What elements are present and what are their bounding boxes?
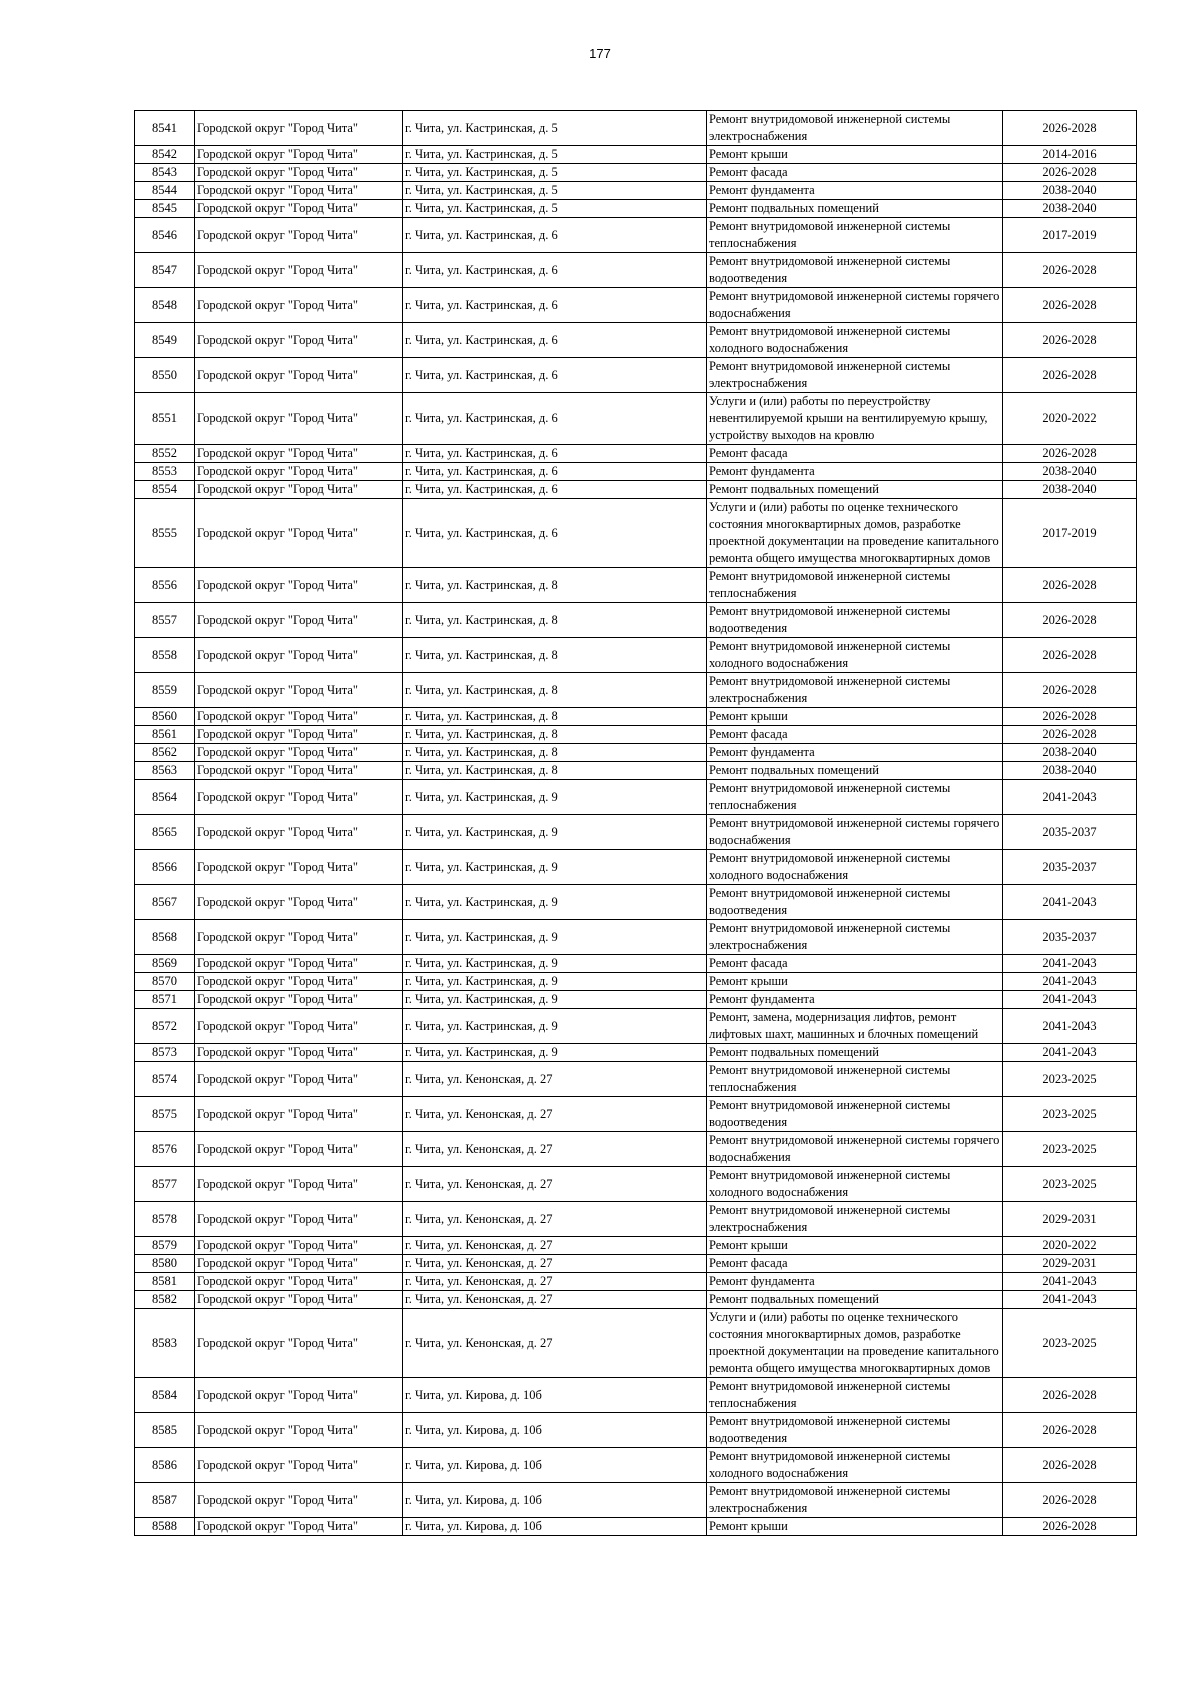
row-number-cell: 8546 xyxy=(135,218,195,253)
work-type-cell: Ремонт внутридомовой инженерной системы электроснабжения xyxy=(707,673,1003,708)
municipality-cell: Городской округ "Город Чита" xyxy=(195,146,403,164)
period-cell: 2038-2040 xyxy=(1003,744,1137,762)
address-cell: г. Чита, ул. Кирова, д. 10б xyxy=(403,1518,707,1536)
period-cell: 2035-2037 xyxy=(1003,920,1137,955)
table-row xyxy=(135,1255,1137,1273)
address-cell: г. Чита, ул. Кастринская, д. 9 xyxy=(403,885,707,920)
address-cell: г. Чита, ул. Кастринская, д. 9 xyxy=(403,815,707,850)
period-cell: 2038-2040 xyxy=(1003,481,1137,499)
row-number-cell: 8555 xyxy=(135,499,195,568)
period-cell: 2026-2028 xyxy=(1003,673,1137,708)
row-number-cell: 8544 xyxy=(135,182,195,200)
municipality-cell: Городской округ "Город Чита" xyxy=(195,481,403,499)
period-cell: 2023-2025 xyxy=(1003,1132,1137,1167)
municipality-cell: Городской округ "Город Чита" xyxy=(195,1378,403,1413)
work-type-cell: Ремонт внутридомовой инженерной системы холодного водоснабжения xyxy=(707,1167,1003,1202)
period-cell: 2026-2028 xyxy=(1003,445,1137,463)
table-row xyxy=(135,568,1137,603)
municipality-cell: Городской округ "Город Чита" xyxy=(195,780,403,815)
address-cell: г. Чита, ул. Кастринская, д. 6 xyxy=(403,463,707,481)
municipality-cell: Городской округ "Город Чита" xyxy=(195,673,403,708)
period-cell: 2041-2043 xyxy=(1003,780,1137,815)
municipality-cell: Городской округ "Город Чита" xyxy=(195,1009,403,1044)
row-number-cell: 8583 xyxy=(135,1309,195,1378)
address-cell: г. Чита, ул. Кенонская, д. 27 xyxy=(403,1167,707,1202)
work-type-cell: Ремонт внутридомовой инженерной системы теплоснабжения xyxy=(707,218,1003,253)
table-row xyxy=(135,1518,1137,1536)
period-cell: 2035-2037 xyxy=(1003,850,1137,885)
work-type-cell: Ремонт подвальных помещений xyxy=(707,200,1003,218)
address-cell: г. Чита, ул. Кастринская, д. 6 xyxy=(403,288,707,323)
row-number-cell: 8567 xyxy=(135,885,195,920)
period-cell: 2041-2043 xyxy=(1003,955,1137,973)
row-number-cell: 8561 xyxy=(135,726,195,744)
table-row xyxy=(135,1448,1137,1483)
period-cell: 2038-2040 xyxy=(1003,762,1137,780)
address-cell: г. Чита, ул. Кирова, д. 10б xyxy=(403,1448,707,1483)
period-cell: 2041-2043 xyxy=(1003,1044,1137,1062)
table-row xyxy=(135,708,1137,726)
address-cell: г. Чита, ул. Кастринская, д. 9 xyxy=(403,780,707,815)
period-cell: 2035-2037 xyxy=(1003,815,1137,850)
row-number-cell: 8580 xyxy=(135,1255,195,1273)
work-type-cell: Ремонт фасада xyxy=(707,955,1003,973)
work-type-cell: Ремонт внутридомовой инженерной системы теплоснабжения xyxy=(707,1062,1003,1097)
municipality-cell: Городской округ "Город Чита" xyxy=(195,1413,403,1448)
municipality-cell: Городской округ "Город Чита" xyxy=(195,499,403,568)
period-cell: 2041-2043 xyxy=(1003,885,1137,920)
address-cell: г. Чита, ул. Кастринская, д. 5 xyxy=(403,182,707,200)
row-number-cell: 8548 xyxy=(135,288,195,323)
period-cell: 2023-2025 xyxy=(1003,1309,1137,1378)
row-number-cell: 8553 xyxy=(135,463,195,481)
municipality-cell: Городской округ "Город Чита" xyxy=(195,1237,403,1255)
address-cell: г. Чита, ул. Кенонская, д. 27 xyxy=(403,1202,707,1237)
municipality-cell: Городской округ "Город Чита" xyxy=(195,1132,403,1167)
table-row xyxy=(135,1309,1137,1378)
address-cell: г. Чита, ул. Кастринская, д. 8 xyxy=(403,638,707,673)
work-type-cell: Ремонт фасада xyxy=(707,445,1003,463)
work-type-cell: Ремонт крыши xyxy=(707,708,1003,726)
table-row xyxy=(135,445,1137,463)
row-number-cell: 8549 xyxy=(135,323,195,358)
address-cell: г. Чита, ул. Кастринская, д. 8 xyxy=(403,708,707,726)
page-number: 177 xyxy=(589,46,611,61)
municipality-cell: Городской округ "Город Чита" xyxy=(195,253,403,288)
row-number-cell: 8579 xyxy=(135,1237,195,1255)
row-number-cell: 8545 xyxy=(135,200,195,218)
row-number-cell: 8575 xyxy=(135,1097,195,1132)
table-row xyxy=(135,1044,1137,1062)
municipality-cell: Городской округ "Город Чита" xyxy=(195,762,403,780)
row-number-cell: 8559 xyxy=(135,673,195,708)
work-type-cell: Ремонт подвальных помещений xyxy=(707,481,1003,499)
work-type-cell: Ремонт фасада xyxy=(707,164,1003,182)
row-number-cell: 8565 xyxy=(135,815,195,850)
municipality-cell: Городской округ "Город Чита" xyxy=(195,1202,403,1237)
row-number-cell: 8562 xyxy=(135,744,195,762)
address-cell: г. Чита, ул. Кастринская, д. 5 xyxy=(403,200,707,218)
table-row xyxy=(135,164,1137,182)
period-cell: 2026-2028 xyxy=(1003,164,1137,182)
address-cell: г. Чита, ул. Кирова, д. 10б xyxy=(403,1413,707,1448)
address-cell: г. Чита, ул. Кастринская, д. 5 xyxy=(403,111,707,146)
row-number-cell: 8573 xyxy=(135,1044,195,1062)
row-number-cell: 8570 xyxy=(135,973,195,991)
table-row xyxy=(135,973,1137,991)
municipality-cell: Городской округ "Город Чита" xyxy=(195,726,403,744)
work-type-cell: Ремонт крыши xyxy=(707,1237,1003,1255)
municipality-cell: Городской округ "Город Чита" xyxy=(195,1062,403,1097)
period-cell: 2038-2040 xyxy=(1003,463,1137,481)
municipality-cell: Городской округ "Город Чита" xyxy=(195,1483,403,1518)
period-cell: 2023-2025 xyxy=(1003,1097,1137,1132)
period-cell: 2017-2019 xyxy=(1003,499,1137,568)
address-cell: г. Чита, ул. Кастринская, д. 9 xyxy=(403,1009,707,1044)
address-cell: г. Чита, ул. Кенонская, д. 27 xyxy=(403,1062,707,1097)
row-number-cell: 8588 xyxy=(135,1518,195,1536)
table-row xyxy=(135,358,1137,393)
address-cell: г. Чита, ул. Кастринская, д. 9 xyxy=(403,973,707,991)
municipality-cell: Городской округ "Город Чита" xyxy=(195,603,403,638)
row-number-cell: 8572 xyxy=(135,1009,195,1044)
table-row xyxy=(135,463,1137,481)
work-type-cell: Ремонт подвальных помещений xyxy=(707,1291,1003,1309)
row-number-cell: 8566 xyxy=(135,850,195,885)
table-body xyxy=(135,111,1137,1536)
work-type-cell: Ремонт внутридомовой инженерной системы водоотведения xyxy=(707,253,1003,288)
row-number-cell: 8557 xyxy=(135,603,195,638)
row-number-cell: 8541 xyxy=(135,111,195,146)
row-number-cell: 8560 xyxy=(135,708,195,726)
municipality-cell: Городской округ "Город Чита" xyxy=(195,111,403,146)
work-type-cell: Ремонт внутридомовой инженерной системы электроснабжения xyxy=(707,111,1003,146)
row-number-cell: 8576 xyxy=(135,1132,195,1167)
address-cell: г. Чита, ул. Кенонская, д. 27 xyxy=(403,1309,707,1378)
row-number-cell: 8568 xyxy=(135,920,195,955)
address-cell: г. Чита, ул. Кастринская, д. 5 xyxy=(403,146,707,164)
period-cell: 2026-2028 xyxy=(1003,253,1137,288)
address-cell: г. Чита, ул. Кастринская, д. 6 xyxy=(403,393,707,445)
address-cell: г. Чита, ул. Кастринская, д. 6 xyxy=(403,218,707,253)
work-type-cell: Услуги и (или) работы по переустройству невентилируемой крыши на вентилируемую крышу, устройству выходов на кровлю xyxy=(707,393,1003,445)
table-row xyxy=(135,780,1137,815)
municipality-cell: Городской округ "Город Чита" xyxy=(195,463,403,481)
row-number-cell: 8558 xyxy=(135,638,195,673)
address-cell: г. Чита, ул. Кастринская, д. 8 xyxy=(403,603,707,638)
row-number-cell: 8569 xyxy=(135,955,195,973)
address-cell: г. Чита, ул. Кастринская, д. 8 xyxy=(403,673,707,708)
row-number-cell: 8585 xyxy=(135,1413,195,1448)
table-row xyxy=(135,1237,1137,1255)
municipality-cell: Городской округ "Город Чита" xyxy=(195,164,403,182)
table-row xyxy=(135,182,1137,200)
work-type-cell: Ремонт внутридомовой инженерной системы теплоснабжения xyxy=(707,1378,1003,1413)
period-cell: 2029-2031 xyxy=(1003,1202,1137,1237)
municipality-cell: Городской округ "Город Чита" xyxy=(195,973,403,991)
table-row xyxy=(135,1273,1137,1291)
address-cell: г. Чита, ул. Кастринская, д. 8 xyxy=(403,744,707,762)
period-cell: 2038-2040 xyxy=(1003,200,1137,218)
address-cell: г. Чита, ул. Кастринская, д. 8 xyxy=(403,726,707,744)
table-row xyxy=(135,1097,1137,1132)
table-row xyxy=(135,111,1137,146)
row-number-cell: 8552 xyxy=(135,445,195,463)
work-type-cell: Ремонт фундамента xyxy=(707,182,1003,200)
work-type-cell: Ремонт внутридомовой инженерной системы электроснабжения xyxy=(707,920,1003,955)
address-cell: г. Чита, ул. Кастринская, д. 6 xyxy=(403,499,707,568)
address-cell: г. Чита, ул. Кенонская, д. 27 xyxy=(403,1255,707,1273)
work-type-cell: Услуги и (или) работы по оценке технического состояния многоквартирных домов, разработке проектной документации на проведение капитального ремонта общего имущества многоквартирных домов xyxy=(707,499,1003,568)
municipality-cell: Городской округ "Город Чита" xyxy=(195,1518,403,1536)
period-cell: 2017-2019 xyxy=(1003,218,1137,253)
period-cell: 2026-2028 xyxy=(1003,1483,1137,1518)
work-type-cell: Ремонт фундамента xyxy=(707,744,1003,762)
period-cell: 2026-2028 xyxy=(1003,568,1137,603)
period-cell: 2029-2031 xyxy=(1003,1255,1137,1273)
address-cell: г. Чита, ул. Кастринская, д. 9 xyxy=(403,1044,707,1062)
row-number-cell: 8581 xyxy=(135,1273,195,1291)
municipality-cell: Городской округ "Город Чита" xyxy=(195,850,403,885)
period-cell: 2026-2028 xyxy=(1003,323,1137,358)
work-type-cell: Ремонт внутридомовой инженерной системы холодного водоснабжения xyxy=(707,1448,1003,1483)
work-type-cell: Ремонт фасада xyxy=(707,726,1003,744)
work-type-cell: Ремонт внутридомовой инженерной системы теплоснабжения xyxy=(707,780,1003,815)
municipality-cell: Городской округ "Город Чита" xyxy=(195,1291,403,1309)
address-cell: г. Чита, ул. Кастринская, д. 8 xyxy=(403,762,707,780)
municipality-cell: Городской округ "Город Чита" xyxy=(195,323,403,358)
table-row xyxy=(135,1378,1137,1413)
work-type-cell: Ремонт крыши xyxy=(707,1518,1003,1536)
work-type-cell: Ремонт фасада xyxy=(707,1255,1003,1273)
municipality-cell: Городской округ "Город Чита" xyxy=(195,1044,403,1062)
municipality-cell: Городской округ "Город Чита" xyxy=(195,445,403,463)
work-type-cell: Ремонт внутридомовой инженерной системы водоотведения xyxy=(707,1413,1003,1448)
address-cell: г. Чита, ул. Кастринская, д. 6 xyxy=(403,323,707,358)
address-cell: г. Чита, ул. Кенонская, д. 27 xyxy=(403,1273,707,1291)
table-row xyxy=(135,744,1137,762)
table-row xyxy=(135,1132,1137,1167)
table-row xyxy=(135,1483,1137,1518)
table-row xyxy=(135,762,1137,780)
table-row xyxy=(135,323,1137,358)
row-number-cell: 8564 xyxy=(135,780,195,815)
row-number-cell: 8543 xyxy=(135,164,195,182)
period-cell: 2026-2028 xyxy=(1003,1518,1137,1536)
period-cell: 2041-2043 xyxy=(1003,973,1137,991)
address-cell: г. Чита, ул. Кирова, д. 10б xyxy=(403,1378,707,1413)
table-row xyxy=(135,673,1137,708)
work-type-cell: Ремонт подвальных помещений xyxy=(707,762,1003,780)
work-type-cell: Ремонт внутридомовой инженерной системы электроснабжения xyxy=(707,1483,1003,1518)
table-row xyxy=(135,481,1137,499)
period-cell: 2038-2040 xyxy=(1003,182,1137,200)
row-number-cell: 8584 xyxy=(135,1378,195,1413)
municipality-cell: Городской округ "Город Чита" xyxy=(195,568,403,603)
work-type-cell: Ремонт крыши xyxy=(707,973,1003,991)
address-cell: г. Чита, ул. Кастринская, д. 9 xyxy=(403,955,707,973)
row-number-cell: 8571 xyxy=(135,991,195,1009)
municipality-cell: Городской округ "Город Чита" xyxy=(195,920,403,955)
period-cell: 2026-2028 xyxy=(1003,1448,1137,1483)
period-cell: 2026-2028 xyxy=(1003,1378,1137,1413)
row-number-cell: 8586 xyxy=(135,1448,195,1483)
row-number-cell: 8547 xyxy=(135,253,195,288)
row-number-cell: 8577 xyxy=(135,1167,195,1202)
address-cell: г. Чита, ул. Кастринская, д. 9 xyxy=(403,920,707,955)
municipality-cell: Городской округ "Город Чита" xyxy=(195,744,403,762)
table-row xyxy=(135,253,1137,288)
row-number-cell: 8563 xyxy=(135,762,195,780)
municipality-cell: Городской округ "Город Чита" xyxy=(195,955,403,973)
municipality-cell: Городской округ "Город Чита" xyxy=(195,182,403,200)
work-type-cell: Ремонт внутридомовой инженерной системы горячего водоснабжения xyxy=(707,815,1003,850)
table-row xyxy=(135,815,1137,850)
municipality-cell: Городской округ "Город Чита" xyxy=(195,200,403,218)
work-type-cell: Ремонт внутридомовой инженерной системы горячего водоснабжения xyxy=(707,1132,1003,1167)
table-row xyxy=(135,1062,1137,1097)
address-cell: г. Чита, ул. Кастринская, д. 9 xyxy=(403,850,707,885)
work-type-cell: Ремонт внутридомовой инженерной системы электроснабжения xyxy=(707,358,1003,393)
work-type-cell: Ремонт фундамента xyxy=(707,1273,1003,1291)
table-row xyxy=(135,393,1137,445)
period-cell: 2014-2016 xyxy=(1003,146,1137,164)
municipality-cell: Городской округ "Город Чита" xyxy=(195,991,403,1009)
table-row xyxy=(135,991,1137,1009)
municipality-cell: Городской округ "Город Чита" xyxy=(195,885,403,920)
address-cell: г. Чита, ул. Кастринская, д. 5 xyxy=(403,164,707,182)
municipality-cell: Городской округ "Город Чита" xyxy=(195,1309,403,1378)
work-type-cell: Ремонт внутридомовой инженерной системы холодного водоснабжения xyxy=(707,850,1003,885)
table-row xyxy=(135,499,1137,568)
period-cell: 2026-2028 xyxy=(1003,726,1137,744)
address-cell: г. Чита, ул. Кенонская, д. 27 xyxy=(403,1097,707,1132)
address-cell: г. Чита, ул. Кастринская, д. 9 xyxy=(403,991,707,1009)
municipality-cell: Городской округ "Город Чита" xyxy=(195,638,403,673)
municipality-cell: Городской округ "Город Чита" xyxy=(195,1273,403,1291)
address-cell: г. Чита, ул. Кирова, д. 10б xyxy=(403,1483,707,1518)
period-cell: 2023-2025 xyxy=(1003,1167,1137,1202)
table-row xyxy=(135,1291,1137,1309)
work-type-cell: Ремонт внутридомовой инженерной системы водоотведения xyxy=(707,1097,1003,1132)
period-cell: 2026-2028 xyxy=(1003,288,1137,323)
period-cell: 2041-2043 xyxy=(1003,1009,1137,1044)
table-row xyxy=(135,955,1137,973)
work-type-cell: Ремонт подвальных помещений xyxy=(707,1044,1003,1062)
row-number-cell: 8542 xyxy=(135,146,195,164)
row-number-cell: 8587 xyxy=(135,1483,195,1518)
period-cell: 2023-2025 xyxy=(1003,1062,1137,1097)
address-cell: г. Чита, ул. Кенонская, д. 27 xyxy=(403,1291,707,1309)
table-row xyxy=(135,288,1137,323)
work-type-cell: Ремонт внутридомовой инженерной системы электроснабжения xyxy=(707,1202,1003,1237)
work-type-cell: Ремонт внутридомовой инженерной системы холодного водоснабжения xyxy=(707,323,1003,358)
municipality-cell: Городской округ "Город Чита" xyxy=(195,288,403,323)
table-row xyxy=(135,885,1137,920)
municipality-cell: Городской округ "Город Чита" xyxy=(195,1097,403,1132)
row-number-cell: 8550 xyxy=(135,358,195,393)
work-type-cell: Ремонт внутридомовой инженерной системы холодного водоснабжения xyxy=(707,638,1003,673)
table-row xyxy=(135,603,1137,638)
row-number-cell: 8578 xyxy=(135,1202,195,1237)
municipality-cell: Городской округ "Город Чита" xyxy=(195,815,403,850)
period-cell: 2041-2043 xyxy=(1003,991,1137,1009)
period-cell: 2026-2028 xyxy=(1003,708,1137,726)
municipality-cell: Городской округ "Город Чита" xyxy=(195,1255,403,1273)
work-type-cell: Услуги и (или) работы по оценке технического состояния многоквартирных домов, разработке проектной документации на проведение капитального ремонта общего имущества многоквартирных домов xyxy=(707,1309,1003,1378)
row-number-cell: 8554 xyxy=(135,481,195,499)
work-type-cell: Ремонт внутридомовой инженерной системы теплоснабжения xyxy=(707,568,1003,603)
address-cell: г. Чита, ул. Кастринская, д. 6 xyxy=(403,445,707,463)
period-cell: 2026-2028 xyxy=(1003,111,1137,146)
municipality-cell: Городской округ "Город Чита" xyxy=(195,358,403,393)
table-row xyxy=(135,1202,1137,1237)
municipality-cell: Городской округ "Город Чита" xyxy=(195,1167,403,1202)
period-cell: 2026-2028 xyxy=(1003,1413,1137,1448)
work-type-cell: Ремонт внутридомовой инженерной системы водоотведения xyxy=(707,885,1003,920)
address-cell: г. Чита, ул. Кастринская, д. 6 xyxy=(403,481,707,499)
period-cell: 2026-2028 xyxy=(1003,603,1137,638)
table-row xyxy=(135,638,1137,673)
work-type-cell: Ремонт крыши xyxy=(707,146,1003,164)
table-row xyxy=(135,920,1137,955)
table-row xyxy=(135,850,1137,885)
row-number-cell: 8551 xyxy=(135,393,195,445)
repair-schedule-table xyxy=(134,110,1137,1536)
table-row xyxy=(135,1413,1137,1448)
table-row xyxy=(135,218,1137,253)
address-cell: г. Чита, ул. Кастринская, д. 6 xyxy=(403,253,707,288)
address-cell: г. Чита, ул. Кастринская, д. 8 xyxy=(403,568,707,603)
row-number-cell: 8574 xyxy=(135,1062,195,1097)
work-type-cell: Ремонт внутридомовой инженерной системы горячего водоснабжения xyxy=(707,288,1003,323)
address-cell: г. Чита, ул. Кастринская, д. 6 xyxy=(403,358,707,393)
period-cell: 2026-2028 xyxy=(1003,638,1137,673)
municipality-cell: Городской округ "Город Чита" xyxy=(195,218,403,253)
period-cell: 2041-2043 xyxy=(1003,1273,1137,1291)
work-type-cell: Ремонт фундамента xyxy=(707,991,1003,1009)
table-row xyxy=(135,1009,1137,1044)
row-number-cell: 8582 xyxy=(135,1291,195,1309)
municipality-cell: Городской округ "Город Чита" xyxy=(195,393,403,445)
table-row xyxy=(135,726,1137,744)
address-cell: г. Чита, ул. Кенонская, д. 27 xyxy=(403,1237,707,1255)
period-cell: 2020-2022 xyxy=(1003,1237,1137,1255)
table-row xyxy=(135,146,1137,164)
period-cell: 2041-2043 xyxy=(1003,1291,1137,1309)
work-type-cell: Ремонт, замена, модернизация лифтов, ремонт лифтовых шахт, машинных и блочных помещений xyxy=(707,1009,1003,1044)
row-number-cell: 8556 xyxy=(135,568,195,603)
table-row xyxy=(135,1167,1137,1202)
address-cell: г. Чита, ул. Кенонская, д. 27 xyxy=(403,1132,707,1167)
municipality-cell: Городской округ "Город Чита" xyxy=(195,708,403,726)
municipality-cell: Городской округ "Город Чита" xyxy=(195,1448,403,1483)
work-type-cell: Ремонт внутридомовой инженерной системы водоотведения xyxy=(707,603,1003,638)
table-row xyxy=(135,200,1137,218)
period-cell: 2020-2022 xyxy=(1003,393,1137,445)
period-cell: 2026-2028 xyxy=(1003,358,1137,393)
work-type-cell: Ремонт фундамента xyxy=(707,463,1003,481)
